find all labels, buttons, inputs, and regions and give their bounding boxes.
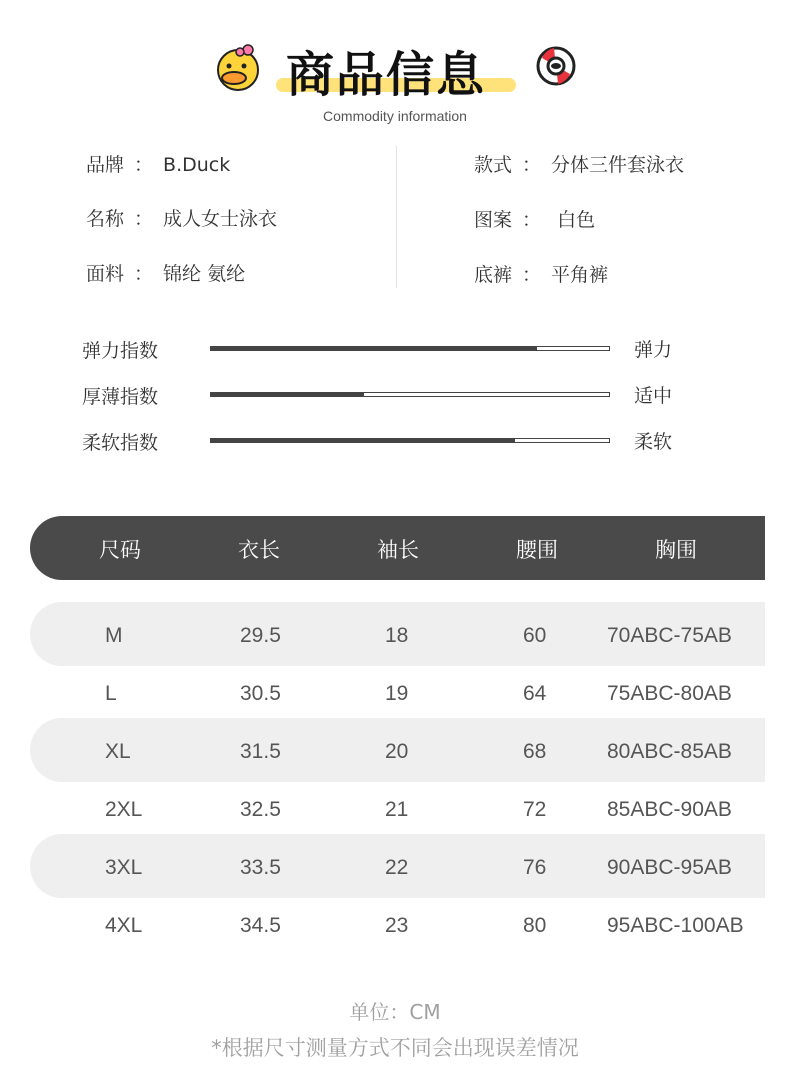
meter-fill (211, 439, 515, 442)
meter-track (210, 392, 610, 397)
table-row: 3XL 33.5 22 76 90ABC-95AB (30, 834, 765, 898)
meter-fill (211, 393, 364, 396)
table-row: L 30.5 19 64 75ABC-80AB (105, 682, 732, 705)
table-row: 2XL 32.5 21 72 85ABC-90AB (105, 798, 732, 821)
page-title: 商品信息 (286, 47, 487, 103)
meter-label: 弹力指数 (82, 340, 159, 362)
duck-icon (214, 42, 264, 92)
table-row: M 29.5 18 60 70ABC-75AB (30, 602, 765, 666)
meter-value: 适中 (634, 385, 673, 407)
header-size: 尺码 (99, 538, 141, 562)
info-pattern: 图案 ： 白色 (474, 209, 596, 231)
meter-value: 柔软 (634, 431, 673, 453)
measurement-disclaimer: *根据尺寸测量方式不同会出现误差情况 (211, 1036, 579, 1060)
index-meters (0, 326, 790, 466)
header-waist: 腰围 (516, 538, 558, 562)
header-sleeve: 袖长 (377, 538, 419, 562)
meter-label: 厚薄指数 (82, 386, 159, 408)
page-header (0, 28, 790, 128)
info-brand: 品牌 ： B.Duck (86, 154, 231, 176)
page-subtitle: Commodity information (323, 108, 467, 124)
product-info (0, 140, 790, 300)
info-divider (396, 146, 397, 288)
table-row: XL 31.5 20 68 80ABC-85AB (30, 718, 765, 782)
meter-track (210, 346, 610, 351)
life-ring-icon (534, 44, 578, 88)
info-bottoms: 底裤 ： 平角裤 (474, 264, 609, 286)
header-bust: 胸围 (655, 538, 697, 562)
info-style: 款式 ： 分体三件套泳衣 (474, 154, 685, 176)
meter-track (210, 438, 610, 443)
unit-note: 单位：CM (349, 1000, 441, 1024)
meter-fill (211, 347, 537, 350)
meter-thickness (0, 376, 790, 406)
info-fabric: 面料 ： 锦纶 氨纶 (86, 263, 246, 285)
meter-elasticity (0, 330, 790, 360)
meter-value: 弹力 (634, 339, 673, 361)
info-name: 名称 ： 成人女士泳衣 (86, 208, 278, 230)
meter-softness (0, 422, 790, 452)
header-length: 衣长 (238, 538, 280, 562)
table-row: 4XL 34.5 23 80 95ABC-100AB (105, 914, 744, 937)
meter-label: 柔软指数 (82, 432, 159, 454)
size-table-header (30, 516, 765, 580)
